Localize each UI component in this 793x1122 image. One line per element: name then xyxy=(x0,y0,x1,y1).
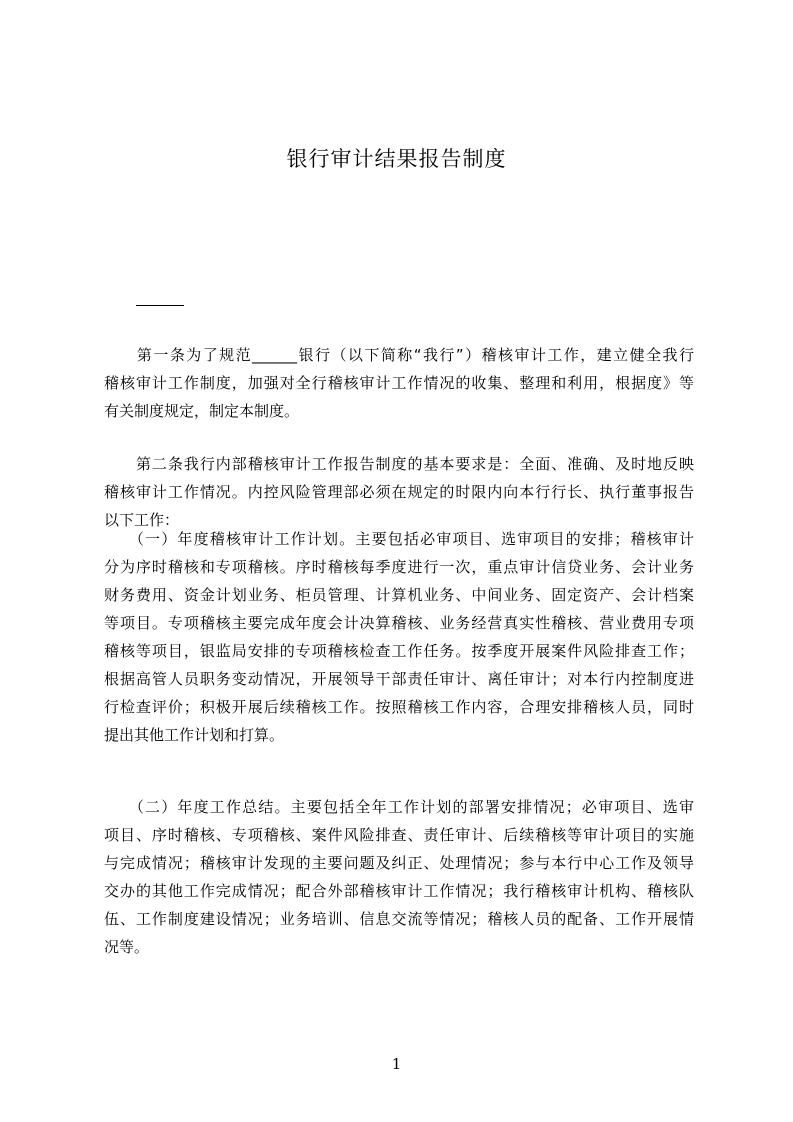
paragraph-line: 稽核等项目，银监局安排的专项稽核检查工作任务。按季度开展案件风险排查工作； xyxy=(104,642,694,660)
paragraph-line: 提出其他工作计划和打算。 xyxy=(104,726,285,744)
paragraph-line: 项目、序时稽核、专项稽核、案件风险排查、责任审计、后续稽核等审计项目的实施 xyxy=(104,826,694,844)
paragraph-line: （一）年度稽核审计工作计划。主要包括必审项目、选审项目的安排；稽核审计 xyxy=(104,530,694,548)
paragraph-line: 分为序时稽核和专项稽核。序时稽核每季度进行一次，重点审计信贷业务、会计业务 xyxy=(104,558,694,576)
paragraph-line: 况等。 xyxy=(104,938,150,956)
paragraph-line: 稽核审计工作制度，加强对全行稽核审计工作情况的收集、整理和利用，根据度》等 xyxy=(104,374,694,392)
paragraph-line: 等项目。专项稽核主要完成年度会计决算稽核、业务经营真实性稽核、营业费用专项 xyxy=(104,614,694,632)
paragraph-line: 第一条为了规范______银行（以下简称“我行”）稽核审计工作，建立健全我行 xyxy=(104,346,694,364)
paragraph-line: 稽核审计工作情况。内控风险管理部必须在规定的时限内向本行行长、执行董事报告 xyxy=(104,483,694,501)
paragraph-article-1 xyxy=(104,341,694,425)
paragraph-line: 交办的其他工作完成情况；配合外部稽核审计工作情况；我行稽核审计机构、稽核队 xyxy=(104,882,694,900)
paragraph-line: 以下工作： xyxy=(104,511,180,529)
paragraph-article-2 xyxy=(104,450,694,534)
paragraph-item-1 xyxy=(104,525,694,749)
paragraph-line: 行检查评价；积极开展后续稽核工作。按照稽核工作内容，合理安排稽核人员，同时 xyxy=(104,698,694,716)
paragraph-line: 根据高管人员职务变动情况，开展领导干部责任审计、离任审计；对本行内控制度进 xyxy=(104,670,694,688)
paragraph-line: 有关制度规定，制定本制度。 xyxy=(104,402,300,420)
paragraph-line: （二）年度工作总结。主要包括全年工作计划的部署安排情况；必审项目、选审 xyxy=(104,798,694,816)
page-number: 1 xyxy=(391,1055,402,1073)
paragraph-item-2 xyxy=(104,793,694,961)
document-title: 银行审计结果报告制度 xyxy=(286,147,507,171)
paragraph-line: 与完成情况；稽核审计发现的主要问题及纠正、处理情况；参与本行中心工作及领导 xyxy=(104,854,694,872)
blank-underline xyxy=(136,305,184,306)
paragraph-line: 伍、工作制度建设情况；业务培训、信息交流等情况；稽核人员的配备、工作开展情 xyxy=(104,910,694,928)
paragraph-line: 财务费用、资金计划业务、柜员管理、计算机业务、中间业务、固定资产、会计档案 xyxy=(104,586,694,604)
paragraph-line: 第二条我行内部稽核审计工作报告制度的基本要求是：全面、准确、及时地反映 xyxy=(104,455,694,473)
